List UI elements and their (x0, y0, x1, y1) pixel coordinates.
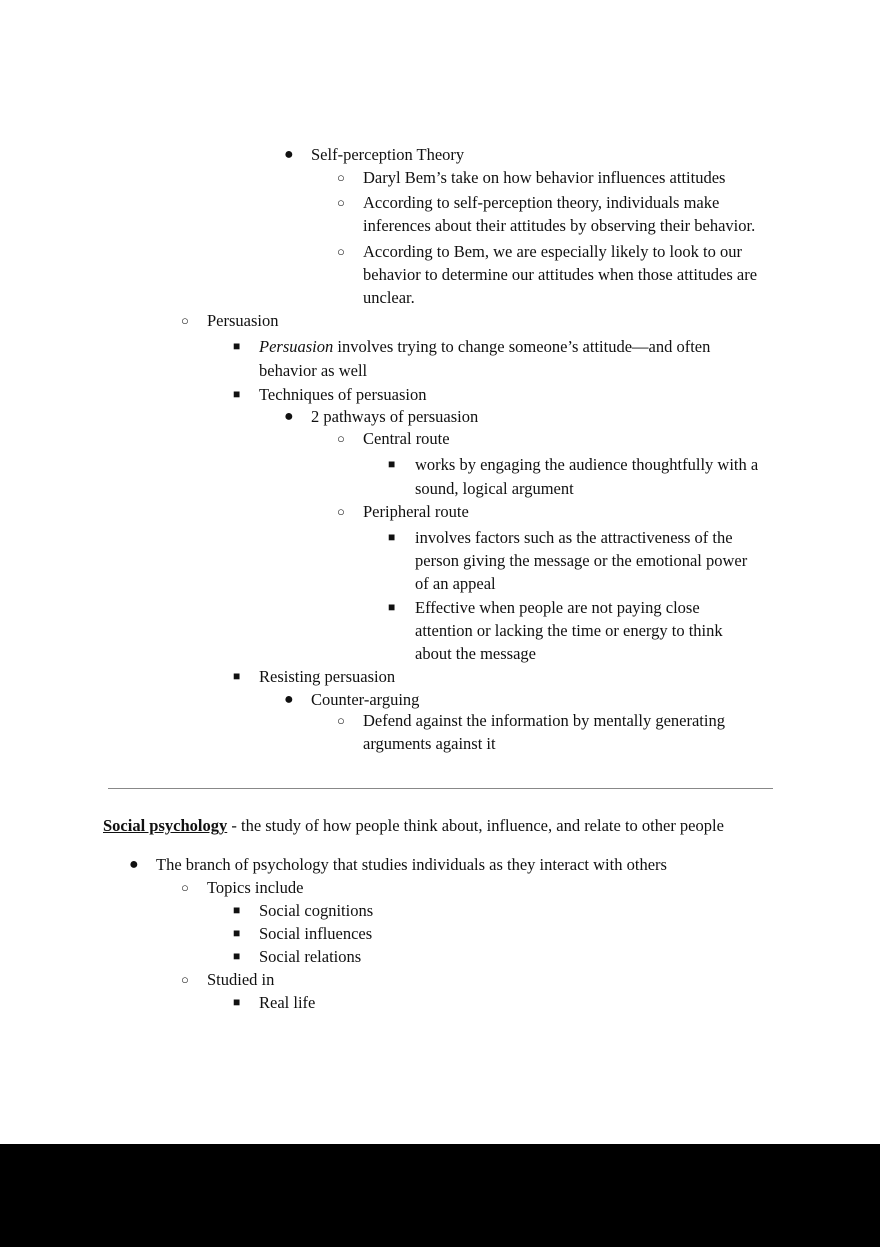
list-item-text: Social cognitions (259, 901, 374, 920)
list-item-text: person giving the message or the emotional power (415, 551, 748, 570)
disc-bullet-icon: ● (129, 856, 139, 873)
list-item-text: behavior to determine our attitudes when those attitudes are (363, 265, 758, 284)
square-bullet-icon: ■ (233, 339, 241, 353)
list-item-text: about the message (415, 644, 536, 663)
list-item-text: inferences about their attitudes by observing their behavior. (363, 216, 756, 235)
list-item-text: Techniques of persuasion (259, 385, 427, 404)
list-item-text: behavior as well (259, 361, 368, 380)
list-item-text: Topics include (207, 878, 304, 897)
circle-bullet-icon: ○ (337, 504, 345, 519)
disc-bullet-icon: ● (284, 146, 294, 163)
list-item-text: unclear. (363, 288, 415, 307)
square-bullet-icon: ■ (233, 669, 241, 683)
square-bullet-icon: ■ (388, 457, 396, 471)
square-bullet-icon: ■ (233, 995, 241, 1009)
list-item-text: Defend against the information by mentally generating (363, 711, 725, 730)
list-item-text: The branch of psychology that studies individuals as they interact with others (156, 855, 667, 874)
social-psychology-term: Social psychology (103, 816, 228, 835)
circle-bullet-icon: ○ (181, 880, 189, 895)
list-item-text: Effective when people are not paying close (415, 598, 700, 617)
circle-bullet-icon: ○ (337, 244, 345, 259)
list-item-text: Real life (259, 993, 316, 1012)
list-item-text: attention or lacking the time or energy to think (415, 621, 723, 640)
disc-bullet-icon: ● (284, 408, 294, 425)
square-bullet-icon: ■ (233, 926, 241, 940)
circle-bullet-icon: ○ (337, 431, 345, 446)
horizontal-divider (108, 788, 773, 789)
heading-persuasion: Persuasion (207, 311, 279, 330)
social-psychology-definition: Social psychology - the study of how people think about, influence, and relate to other people (103, 816, 724, 835)
persuasion-term: Persuasion (259, 337, 334, 356)
list-item-text: Social relations (259, 947, 362, 966)
list-item-text: Daryl Bem’s take on how behavior influences attitudes (363, 168, 726, 187)
circle-bullet-icon: ○ (337, 170, 345, 185)
list-item-text: works by engaging the audience thoughtfully with a (415, 455, 759, 474)
list-item-text: of an appeal (415, 574, 496, 593)
list-item-text: Counter-arguing (311, 690, 420, 709)
list-item-text: Peripheral route (363, 502, 469, 521)
list-item-text: Studied in (207, 970, 275, 989)
persuasion-definition: Persuasion involves trying to change someone’s attitude—and often (259, 337, 711, 356)
square-bullet-icon: ■ (233, 387, 241, 401)
heading-self-perception: Self-perception Theory (311, 145, 465, 164)
square-bullet-icon: ■ (388, 530, 396, 544)
circle-bullet-icon: ○ (337, 713, 345, 728)
list-item-text: involves factors such as the attractiveness of the (415, 528, 733, 547)
circle-bullet-icon: ○ (181, 972, 189, 987)
list-item-text: sound, logical argument (415, 479, 574, 498)
square-bullet-icon: ■ (233, 903, 241, 917)
square-bullet-icon: ■ (233, 949, 241, 963)
list-item-text: Social influences (259, 924, 373, 943)
list-item-text: Resisting persuasion (259, 667, 396, 686)
list-item-text: According to Bem, we are especially likely to look to our (363, 242, 742, 261)
circle-bullet-icon: ○ (181, 313, 189, 328)
black-footer-band (0, 1144, 880, 1247)
square-bullet-icon: ■ (388, 600, 396, 614)
list-item-text: 2 pathways of persuasion (311, 407, 479, 426)
list-item-text: According to self-perception theory, individuals make (363, 193, 720, 212)
list-item-text: Central route (363, 429, 450, 448)
disc-bullet-icon: ● (284, 691, 294, 708)
list-item-text: arguments against it (363, 734, 496, 753)
circle-bullet-icon: ○ (337, 195, 345, 210)
